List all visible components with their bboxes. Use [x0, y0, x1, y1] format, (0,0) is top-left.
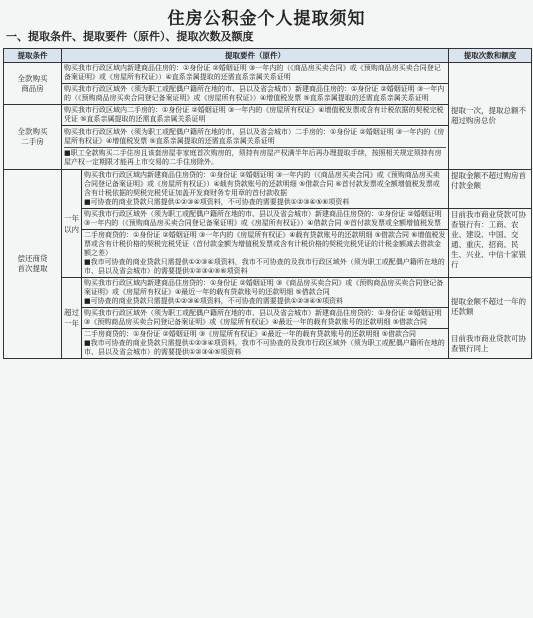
loan-beyond-limit-1: 提取金额不超过一年的还款额: [451, 297, 526, 316]
sub-beyond-one-year: 超过 一年: [62, 278, 82, 359]
full-limit-cell: 提取一次，提取总额不超过购房总价: [449, 63, 532, 170]
table-row: [4, 170, 532, 209]
loan-within-doc-2: 购买我市行政区域外（须为职工或配偶户籍所在地的市、县以及省会城市）新建商品住房贷的：①身份证 ②婚姻证明 ③一年内的（《预购商品房买卖合同登记备案证明》或《房屋所有权证》）④借款合同 ⑤首付款发票或全额增值税发票: [82, 209, 449, 230]
header-documents: 提取要件（原件）: [62, 49, 449, 63]
full-new-doc-2: 购买我市行政区域外（须为职工或配偶户籍所在地的市、县以及省会城市）新建商品住房的：①身份证 ②婚姻证明 ③一年内的（《预购商品房买卖合同登记备案证明》或《房屋所有权证》）④增值税发票 ⑤直系亲属提取的还需直系亲属关系证明: [62, 84, 449, 105]
category-full-second: 全款购买 二手房: [4, 105, 62, 170]
loan-within-limit-2: 目前我市商业贷款可协查银行有：工商、农业、建设、中国、交通、重庆、招商、民生、兴业、中信十家银行: [449, 209, 532, 278]
full-new-doc-1: 购买我市行政区域内新建商品住房的：①身份证 ②婚姻证明 ③一年内的（《商品房买卖合同》或《预购商品房买卖合同登记备案证明》或《房屋所有权证》）④直系亲属提取的还需直系亲属关系证明: [62, 63, 449, 84]
loan-within-doc-3: 二手房商贷的：①身份证 ②婚姻证明 ③一年内的《房屋所有权证》④载有贷款账号的还款明细 ⑤借款合同 ⑥增值税发票或含有计税价格的契税完税凭证（首付款金额为增值税发票或含有计税价格的契税完税凭证的计税金额减去借款金额之差） ■我市可协查的商业贷款只需提供①②③④项资料，我市不可协查的及我市行政区域外（须为职工或配偶户籍所在地的市、县以及省会城市）的需要提供①②③④⑤⑥项资料: [82, 230, 449, 278]
table-row: [4, 63, 532, 84]
table-header-row: [4, 49, 532, 63]
table-row: [4, 209, 532, 230]
loan-beyond-doc-3: 二手房商贷的：①身份证 ②婚姻证明 ③《房屋所有权证》④最近一年的载有贷款账号的还款明细 ⑤借款合同 ■我市可协查的商业贷款只需提供①②③④项资料，我市不可协查的及我市行政区域外（须为职工或配偶户籍所在地的市、县以及省会城市）的需要提供①②③④⑤项资料: [82, 329, 449, 359]
loan-beyond-limit-2: 目前我市商业贷款可协查银行同上: [451, 334, 526, 353]
sub-within-one-year: 一年 以内: [62, 170, 82, 278]
category-loan: 偿还商贷 首次提取: [4, 170, 62, 359]
loan-beyond-doc-2: 购买我市行政区域外（须为职工或配偶户籍所在地的市、县以及省会城市）新建商品住房贷的：①身份证 ②婚姻证明 ③《预购商品房买卖合同登记备案证明》或《房屋所有权证》④最近一年的载有贷款账号的还款明细 ⑤借款合同: [82, 308, 449, 329]
loan-within-limit-1: 提取金额不超过购房首付款金额: [449, 170, 532, 209]
full-second-doc-3: ■职工全款购买二手住房且该套房屋非家庭首次购房的，须持有房屋产权满半年后再办理提取手续，按照相关规定须持有房屋产权一定期限才能再上市交易的二手住房除外。: [64, 149, 442, 166]
header-condition: 提取条件: [4, 49, 62, 63]
table-row: [4, 278, 532, 308]
loan-within-doc-1: 购买我市行政区域内新建商品住房贷的：①身份证 ②婚姻证明 ③一年内的（《商品房买卖合同》或《预购商品房买卖合同登记备案证明》或《房屋所有权证》）④载有贷款账号的还款明细 ⑤借款合同 ⑥首付款发票或全额增值税发票或含有计税依据的契税完税凭证加盖开发商财务专用章的首付款收据 ■可协查的商业贷款只需提供①②③④项资料，不可协查的需要提供①②③④⑤⑥项资料: [82, 170, 449, 209]
header-limit: 提取次数和额度: [449, 49, 532, 63]
document-title: 住房公积金个人提取须知: [167, 9, 366, 29]
full-second-doc-2: 购买我市行政区域外（须为职工或配偶户籍所在地的市、县以及省会城市）二手房的：①身份证 ②婚姻证明 ③一年内的《房屋所有权证》④增值税发票 ⑤直系亲属提取的还需直系亲属关系证明: [64, 127, 446, 148]
full-second-doc-1: 购买我市行政区域内二手房的：①身份证 ②婚姻证明 ③一年内的《房屋所有权证》④增值税发票或含有计税依据的契税完税凭证 ⑤直系亲属提取的还需直系亲属关系证明: [62, 105, 449, 126]
category-full-new: 全款购买 商品房: [4, 63, 62, 105]
section-heading: 一、提取条件、提取要件（原件）、提取次数及额度: [6, 30, 254, 43]
requirements-table: [3, 48, 532, 359]
loan-beyond-doc-1: 购买我市行政区域内新建商品住房贷的：①身份证 ②婚姻证明 ③《商品房买卖合同》或《预购商品房买卖合同登记备案证明》或《房屋所有权证》④最近一年的载有贷款账号的还款明细 ⑤借款合同 ■可协查的商业贷款只需提供①②③④项资料，不可协查的需要提供①②③④⑤项资料: [82, 278, 449, 308]
